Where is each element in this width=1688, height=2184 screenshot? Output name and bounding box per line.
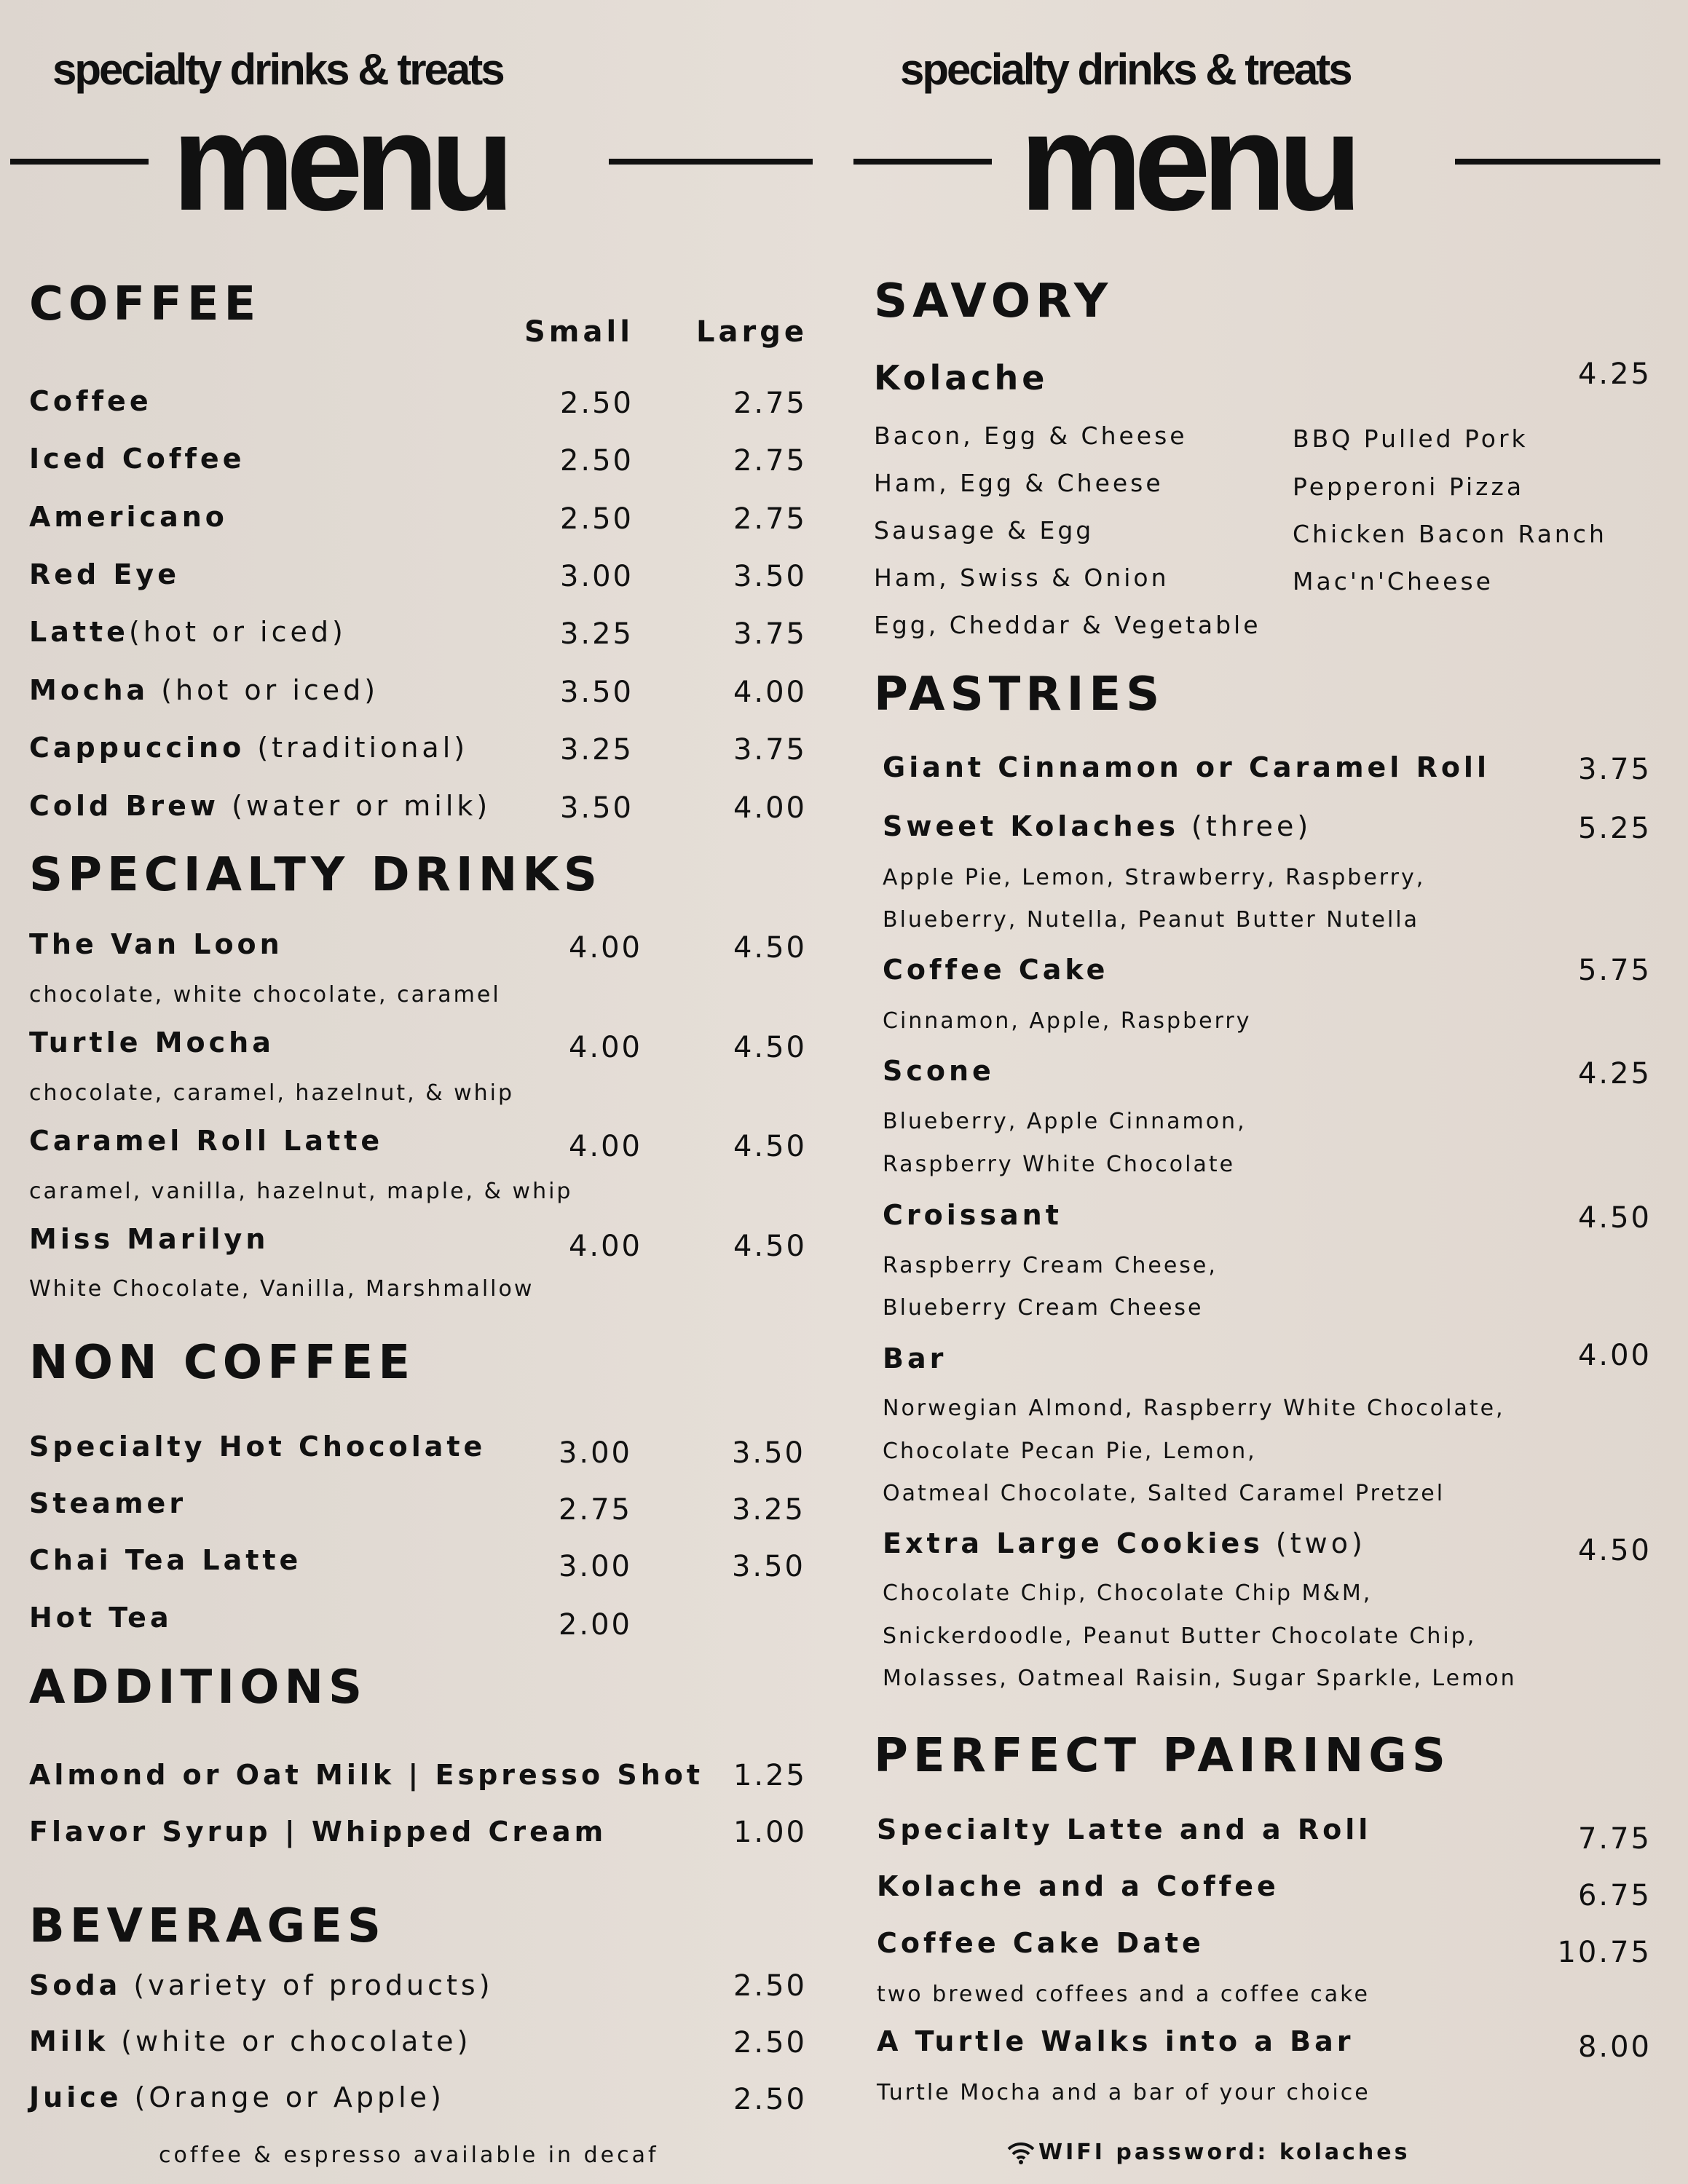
item-description: Chocolate Pecan Pie, Lemon, (883, 1439, 1257, 1464)
menu-item: Coffee Cake (883, 954, 1109, 986)
item-description: Raspberry Cream Cheese, (883, 1253, 1218, 1278)
menu-item: Flavor Syrup | Whipped Cream (29, 1816, 607, 1848)
section-title-specialty-drinks: SPECIALTY DRINKS (29, 848, 602, 902)
section-title-non-coffee: NON COFFEE (29, 1336, 416, 1390)
price: 3.75 (1577, 753, 1652, 786)
price-small: 4.00 (568, 1031, 642, 1064)
menu-item: Scone (883, 1055, 995, 1087)
menu-item: Giant Cinnamon or Caramel Roll (883, 751, 1490, 783)
menu-item: Coffee (29, 385, 152, 417)
price: 2.50 (733, 1969, 807, 2003)
price: 5.25 (1577, 812, 1652, 845)
price-small: 2.50 (559, 387, 634, 420)
menu-item: Kolache and a Coffee (877, 1870, 1279, 1902)
price: 6.75 (1577, 1879, 1652, 1912)
item-description: caramel, vanilla, hazelnut, maple, & whip (29, 1179, 573, 1204)
menu-item: Almond or Oat Milk | Espresso Shot (29, 1759, 704, 1791)
price: 7.75 (1577, 1822, 1652, 1856)
section-title-savory: SAVORY (874, 274, 1113, 328)
price: 5.75 (1577, 954, 1652, 987)
kolache-flavor: Chicken Bacon Ranch (1293, 520, 1607, 548)
menu-item: Croissant (883, 1199, 1062, 1231)
price-small: 3.25 (559, 617, 634, 651)
menu-item: The Van Loon (29, 928, 283, 960)
price: 1.00 (733, 1816, 807, 1849)
price-small: 4.00 (568, 1130, 642, 1163)
price: 2.50 (733, 2083, 807, 2116)
menu-item: Sweet Kolaches (three) (883, 810, 1312, 842)
price-large: 4.00 (733, 791, 807, 825)
item-description: Oatmeal Chocolate, Salted Caramel Pretzel (883, 1481, 1446, 1506)
item-description: Blueberry Cream Cheese (883, 1295, 1204, 1321)
price-small: 4.00 (568, 1230, 642, 1263)
header-rule (609, 159, 813, 165)
price: 4.25 (1577, 1057, 1652, 1091)
menu-item: Extra Large Cookies (two) (883, 1527, 1366, 1559)
price: 8.00 (1577, 2030, 1652, 2064)
item-description: two brewed coffees and a coffee cake (877, 1982, 1370, 2007)
menu-item: Iced Coffee (29, 443, 245, 475)
price: 4.50 (1577, 1201, 1652, 1235)
kolache-flavor: Sausage & Egg (874, 516, 1095, 545)
kolache-flavor: Mac'n'Cheese (1293, 567, 1494, 596)
price-large: 4.50 (733, 1031, 807, 1064)
menu-item: Milk (white or chocolate) (29, 2025, 472, 2057)
price-small: 3.00 (559, 560, 634, 593)
item-description: Chocolate Chip, Chocolate Chip M&M, (883, 1580, 1373, 1606)
item-description: White Chocolate, Vanilla, Marshmallow (29, 1276, 535, 1302)
column-header-small: Small (524, 315, 634, 349)
header-rule (853, 159, 992, 165)
menu-item: Hot Tea (29, 1602, 173, 1634)
menu-item: Specialty Latte and a Roll (877, 1813, 1372, 1845)
section-title-pastries: PASTRIES (874, 668, 1165, 721)
price-large: 3.50 (731, 1436, 805, 1470)
item-description: chocolate, caramel, hazelnut, & whip (29, 1080, 515, 1106)
item-description: Molasses, Oatmeal Raisin, Sugar Sparkle, Lemon (883, 1666, 1517, 1691)
menu-item: Mocha (hot or iced) (29, 674, 379, 706)
price-large: 3.50 (731, 1550, 805, 1583)
price-large: 3.25 (731, 1493, 805, 1527)
price-small: 3.50 (559, 676, 634, 709)
menu-item: Chai Tea Latte (29, 1544, 302, 1576)
price-small: 4.00 (568, 931, 642, 965)
item-description: chocolate, white chocolate, caramel (29, 982, 501, 1008)
wifi-icon (1006, 2140, 1036, 2165)
column-header-large: Large (696, 315, 808, 349)
menu-item: Steamer (29, 1487, 187, 1519)
price-small: 2.50 (559, 502, 634, 536)
section-title-coffee: COFFEE (29, 277, 261, 331)
menu-item: Caramel Roll Latte (29, 1125, 384, 1157)
menu-item-kolache: Kolache (874, 358, 1049, 397)
price: 10.75 (1557, 1936, 1652, 1969)
menu-item: Juice (Orange or Apple) (29, 2081, 445, 2113)
price-small: 3.00 (558, 1550, 632, 1583)
section-title-beverages: BEVERAGES (29, 1899, 386, 1953)
price-large: 3.75 (733, 617, 807, 651)
header-rule (10, 159, 149, 165)
menu-item: Bar (883, 1342, 947, 1374)
price: 4.50 (1577, 1534, 1652, 1567)
header-subtitle-left: specialty drinks & treats (52, 45, 503, 94)
price-large: 3.50 (733, 560, 807, 593)
price-large: 3.75 (733, 733, 807, 767)
menu-item: Cold Brew (water or milk) (29, 790, 492, 822)
item-description: Cinnamon, Apple, Raspberry (883, 1008, 1252, 1034)
menu-item: Miss Marilyn (29, 1223, 269, 1255)
price-small: 3.00 (558, 1436, 632, 1470)
wifi-note: WIFI password: kolaches (1006, 2140, 1410, 2165)
menu-item: Turtle Mocha (29, 1026, 275, 1059)
item-description: Norwegian Almond, Raspberry White Chocolate, (883, 1396, 1505, 1421)
menu-item: Latte(hot or iced) (29, 616, 347, 648)
menu-item: Cappuccino (traditional) (29, 732, 469, 764)
price-large: 2.75 (733, 387, 807, 420)
menu-item: Specialty Hot Chocolate (29, 1431, 486, 1463)
header-title-right: menu (1019, 85, 1354, 240)
price-small: 3.50 (559, 791, 634, 825)
price-small: 2.50 (559, 444, 634, 478)
price: 2.50 (733, 2026, 807, 2060)
header-rule (1455, 159, 1660, 165)
item-description: Turtle Mocha and a bar of your choice (877, 2080, 1370, 2105)
menu-item: Coffee Cake Date (877, 1927, 1204, 1959)
item-description: Apple Pie, Lemon, Strawberry, Raspberry, (883, 865, 1426, 890)
price-small: 2.75 (558, 1493, 632, 1527)
section-title-additions: ADDITIONS (29, 1661, 368, 1714)
item-description: Raspberry White Chocolate (883, 1152, 1236, 1177)
price: 1.25 (733, 1759, 807, 1792)
section-title-perfect-pairings: PERFECT PAIRINGS (874, 1729, 1451, 1783)
price-large: 2.75 (733, 502, 807, 536)
kolache-flavor: Pepperoni Pizza (1293, 472, 1525, 501)
menu-item: Americano (29, 501, 228, 533)
price: 4.00 (1577, 1339, 1652, 1372)
item-description: Blueberry, Nutella, Peanut Butter Nutella (883, 907, 1420, 933)
kolache-flavor: Ham, Swiss & Onion (874, 563, 1170, 592)
header-title-left: menu (172, 85, 506, 240)
price-large: 2.75 (733, 444, 807, 478)
item-description: Blueberry, Apple Cinnamon, (883, 1109, 1247, 1134)
price-large: 4.00 (733, 676, 807, 709)
item-description: Snickerdoodle, Peanut Butter Chocolate Chip, (883, 1623, 1477, 1649)
price-large: 4.50 (733, 931, 807, 965)
kolache-flavor: BBQ Pulled Pork (1293, 424, 1529, 453)
kolache-flavor: Bacon, Egg & Cheese (874, 422, 1188, 450)
menu-item: Red Eye (29, 558, 180, 590)
menu-item: A Turtle Walks into a Bar (877, 2025, 1354, 2057)
price-large: 4.50 (733, 1130, 807, 1163)
kolache-flavor: Ham, Egg & Cheese (874, 469, 1164, 497)
kolache-flavor: Egg, Cheddar & Vegetable (874, 611, 1261, 639)
menu-item: Soda (variety of products) (29, 1969, 494, 2001)
decaf-footnote: coffee & espresso available in decaf (159, 2143, 659, 2168)
header-subtitle-right: specialty drinks & treats (900, 45, 1351, 94)
price-small: 2.00 (558, 1608, 632, 1642)
price-large: 4.50 (733, 1230, 807, 1263)
price-small: 3.25 (559, 733, 634, 767)
price: 4.25 (1577, 357, 1652, 391)
